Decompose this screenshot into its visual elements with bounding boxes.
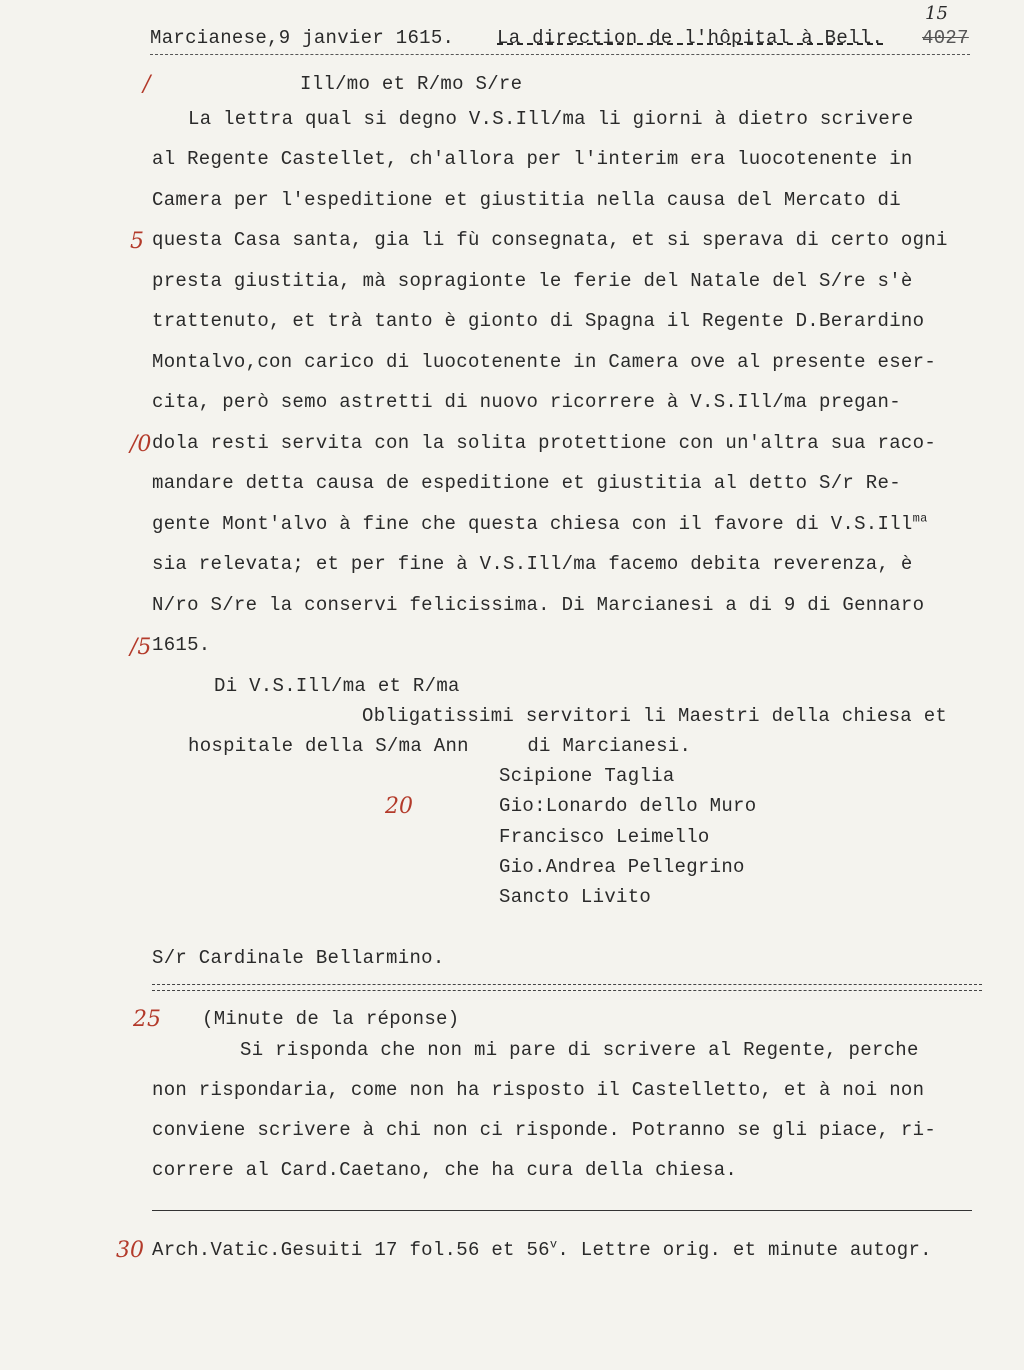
signatory: Francisco Leimello (499, 826, 710, 848)
addressee: S/r Cardinale Bellarmino. (152, 947, 445, 969)
line-marker-1: / (143, 72, 151, 97)
letter-line: Camera per l'espeditione et giustitia nella causa del Mercato di (152, 189, 901, 211)
closing-line-2: Obligatissimi servitori li Maestri della chiesa et (362, 705, 948, 727)
letter-line: al Regente Castellet, ch'allora per l'interim era luocotenente in (152, 148, 913, 170)
letter-line: dola resti servita con la solita protettione con un'altra sua raco- (152, 432, 937, 454)
header-rule (150, 54, 970, 55)
line-marker-15: /5 (130, 635, 152, 660)
superscript-v: v (549, 1237, 558, 1252)
reply-line: non rispondaria, come non ha risposto il Castelletto, et à noi non (152, 1079, 925, 1101)
old-page-number: 4027 (922, 27, 969, 49)
salutation: Ill/mo et R/mo S/re (300, 73, 523, 95)
letter-line: N/ro S/re la conservi felicissima. Di Marcianesi a di 9 di Gennaro (152, 594, 925, 616)
letter-line (152, 513, 928, 535)
letter-line: trattenuto, et trà tanto è gionto di Spagna il Regente D.Berardino (152, 310, 925, 332)
reply-line: Si risponda che non mi pare di scrivere al Regente, perche (240, 1039, 919, 1061)
source-note: . Lettre orig. et minute autogr. (557, 1239, 932, 1261)
letter-line: presta giustitia, mà sopragionte le ferie del Natale del S/re s'è (152, 270, 913, 292)
closing-line-1: Di V.S.Ill/ma et R/ma (214, 675, 460, 697)
section-separator (152, 984, 982, 991)
header-title: La direction de l'hôpital à Bell. (497, 27, 884, 49)
line-marker-20: 20 (385, 794, 413, 819)
letter-line: Montalvo,con carico di luocotenente in Camera ove al presente eser- (152, 351, 937, 373)
signatory: Sancto Livito (499, 886, 652, 908)
source-text: Arch.Vatic.Gesuiti 17 fol.56 et 56 (152, 1239, 550, 1261)
header-place-date: Marcianese,9 janvier 1615. (150, 27, 455, 49)
letter-line-text: gente Mont'alvo à fine che questa chiesa con il favore di V.S.Ill (152, 513, 913, 535)
signatory: Gio:Lonardo dello Muro (499, 795, 757, 817)
letter-line: La lettra qual si degno V.S.Ill/ma li giorni à dietro scrivere (188, 108, 914, 130)
footer-rule (152, 1210, 972, 1211)
line-marker-10: /0 (130, 432, 152, 457)
source-citation (152, 1239, 932, 1261)
signatory: Gio.Andrea Pellegrino (499, 856, 745, 878)
line-marker-30: 30 (116, 1238, 144, 1263)
reply-line: conviene scrivere à chi non ci risponde. Potranno se gli piace, ri- (152, 1119, 937, 1141)
signatory: Scipione Taglia (499, 765, 675, 787)
line-marker-5: 5 (130, 229, 144, 254)
letter-line: cita, però semo astretti di nuovo ricorrere à V.S.Ill/ma pregan- (152, 391, 901, 413)
letter-line: questa Casa santa, gia li fù consegnata, et si sperava di certo ogni (152, 229, 948, 251)
closing-line-3: hospitale della S/ma Ann di Marcianesi. (188, 735, 692, 757)
letter-line: mandare detta causa de espeditione et giustitia al detto S/r Re- (152, 472, 901, 494)
new-page-number: 15 (925, 3, 948, 24)
letter-line: 1615. (152, 634, 211, 656)
superscript-ma: ma (912, 511, 928, 526)
letter-line: sia relevata; et per fine à V.S.Ill/ma facemo debita reverenza, è (152, 553, 913, 575)
reply-heading: (Minute de la réponse) (202, 1008, 460, 1030)
reply-line: correre al Card.Caetano, che ha cura della chiesa. (152, 1159, 738, 1181)
line-marker-25: 25 (133, 1007, 161, 1032)
